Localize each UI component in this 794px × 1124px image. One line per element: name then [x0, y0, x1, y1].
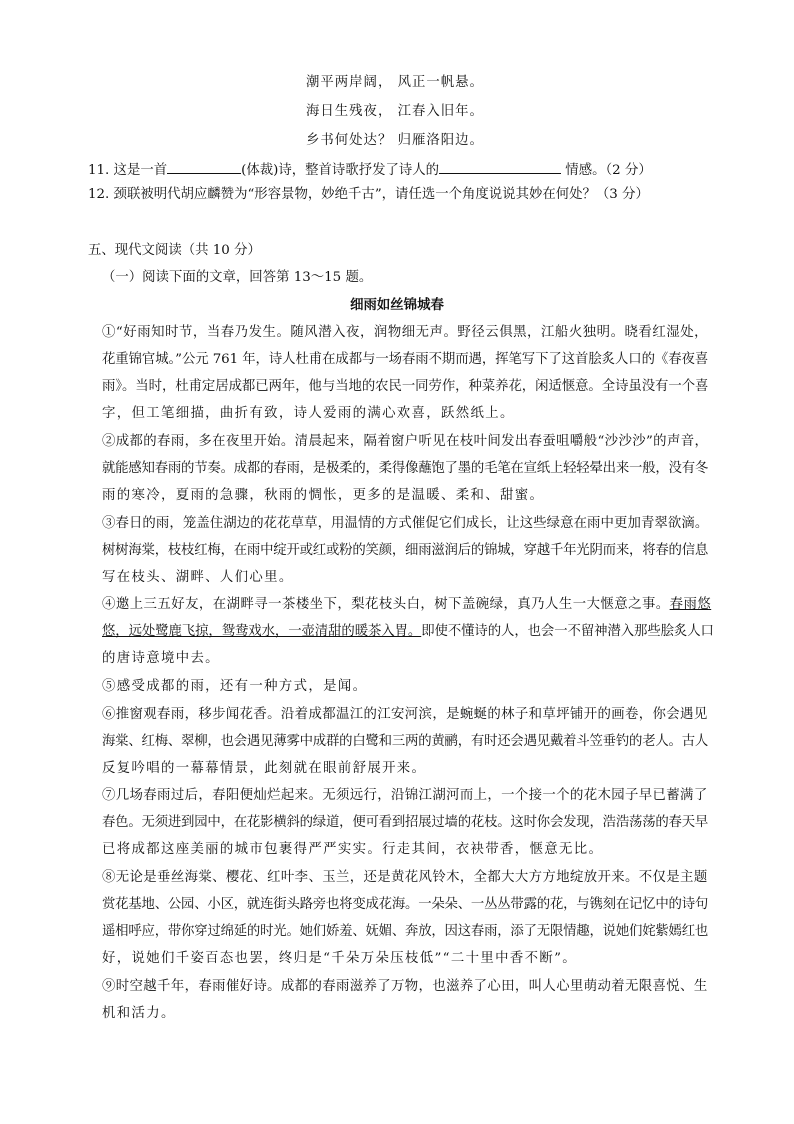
- poem-line-2: 海日生残夜， 江春入旧年。: [306, 104, 484, 119]
- paragraph-4-text: ④邀上三五好友，在湖畔寻一茶楼坐下，梨花枝头白，树下盖碗绿，真乃人生一大惬意之事。: [102, 597, 670, 612]
- question-11-text-a: 11. 这是一首: [88, 163, 168, 178]
- paragraph-line: ①“好雨知时节，当春乃发生。随风潜入夜，润物细无声。野径云俱黑，江船火独明。晓看红湿处，: [102, 325, 709, 340]
- paragraph-line: ③春日的雨，笼盖住湖边的花花草草，用温情的方式催促它们成长，让这些绿意在雨中更加青翠欲滴。: [102, 516, 709, 531]
- paragraph-line: ⑨时空越千年，春雨催好诗。成都的春雨滋养了万物，也滋养了心田，叫人心里萌动着无限喜悦、生: [102, 979, 708, 994]
- paragraph-line: 赏花基地、公园、小区，就连街头路旁也将变成花海。一朵朵、一丛丛带露的花，与镌刻在记忆中的诗句: [102, 897, 709, 912]
- paragraph-line: 遥相呼应，带你穿过绵延的时光。她们娇羞、妩媚、奔放，因这春雨，添了无限情趣，说她们姹紫嫣红也: [102, 924, 709, 939]
- paragraph-4-text: 即使不懂诗的人，也会一不留神潜入那些脍炙人口: [421, 624, 714, 639]
- paragraph-line: 雨的寒冷，夏雨的急骤，秋雨的惆怅，更多的是温暖、柔和、甜蜜。: [102, 488, 545, 503]
- paragraph-line: [102, 623, 714, 641]
- question-11: [88, 159, 652, 180]
- paragraph-line: 好，说她们千姿百态也罢，终归是“千朵万朵压枝低”“二十里中香不断”。: [102, 951, 577, 966]
- paragraph-line: [102, 596, 712, 614]
- question-12: 12. 颈联被明代胡应麟赞为“形容景物，妙绝千古”，请任选一个角度说说其妙在何处？（3 分）: [88, 187, 649, 202]
- paragraph-line: 机和活力。: [102, 1006, 176, 1021]
- paragraph-line: ⑥推窗观春雨，移步闻花香。沿着成都温江的江安河滨，是蜿蜒的林子和草坪铺开的画卷，你会遇见: [102, 707, 708, 722]
- underlined-sentence: 悠，远处鹭鹿飞掠，鸳鸯戏水，一壶清甜的暖茶入胃。: [102, 624, 422, 639]
- answer-blank-emotion[interactable]: [439, 159, 561, 174]
- paragraph-line: ⑧无论是垂丝海棠、樱花、红叶李、玉兰，还是黄花风铃木，全都大大方方地绽放开来。不仅是主题: [102, 870, 708, 885]
- paragraph-line: 反复吟唱的一幕幕情景，此刻就在眼前舒展开来。: [102, 761, 427, 776]
- question-11-text-c: 情感。（2 分）: [561, 163, 652, 178]
- paragraph-line: 写在枝头、湖畔、人们心里。: [102, 570, 294, 585]
- paragraph-line: 已将成都这座美丽的城市包裹得严严实实。行走其间，衣袂带香，惬意无比。: [102, 842, 604, 857]
- poem-line-1: 潮平两岸阔， 风正一帆悬。: [306, 75, 484, 90]
- paragraph-line: ⑦几场春雨过后，春阳便灿烂起来。无须远行，沿锦江湖河而上，一个接一个的花木园子早已蓄满了: [102, 788, 708, 803]
- underlined-sentence: 春雨悠: [669, 597, 712, 612]
- poem-line-3: 乡书何处达？ 归雁洛阳边。: [306, 133, 484, 148]
- paragraph-line: 海棠、红梅、翠柳，也会遇见薄雾中成群的白鹭和三两的黄鹂，有时还会遇见戴着斗笠垂钓的老人。古人: [102, 734, 709, 749]
- paragraph-line: 就能感知春雨的节奏。成都的春雨，是极柔的，柔得像蘸饱了墨的毛笔在宣纸上轻轻晕出来一般，没有冬: [102, 461, 709, 476]
- section-instruction: （一）阅读下面的文章，回答第 13～15 题。: [102, 270, 373, 285]
- paragraph-line: 的唐诗意境中去。: [102, 651, 220, 666]
- paragraph-line: ②成都的春雨，多在夜里开始。清晨起来，隔着窗户听见在枝叶间发出春蚕咀嚼般“沙沙沙”的声音，: [102, 434, 709, 449]
- paragraph-line: 春色。无须进到园中，在花影横斜的绿道，便可看到招展过墙的花枝。这时你会发现，浩浩荡荡的春天早: [102, 815, 709, 830]
- question-11-text-b: (体裁)诗，整首诗歌抒发了诗人的: [241, 163, 440, 178]
- paragraph-line: 花重锦官城。”公元 761 年，诗人杜甫在成都与一场春雨不期而遇，挥笔写下了这首脍炙人口的《春夜喜: [102, 352, 709, 367]
- article-title: 细雨如丝锦城春: [350, 298, 444, 313]
- paragraph-line: ⑤感受成都的雨，还有一种方式，是闻。: [102, 679, 368, 694]
- paragraph-line: 树树海棠，枝枝红梅，在雨中绽开或红或粉的笑颜，细雨滋润后的锦城，穿越千年光阴而来，将春的信息: [102, 543, 709, 558]
- section-heading: 五、现代文阅读（共 10 分）: [88, 243, 261, 258]
- paragraph-line: 字，但工笔细描，曲折有致，诗人爱雨的满心欢喜，跃然纸上。: [102, 406, 515, 421]
- answer-blank-genre[interactable]: [167, 159, 241, 174]
- paragraph-line: 雨》。当时，杜甫定居成都已两年，他与当地的农民一同劳作，种菜养花，闲适惬意。全诗虽没有一个喜: [102, 379, 709, 394]
